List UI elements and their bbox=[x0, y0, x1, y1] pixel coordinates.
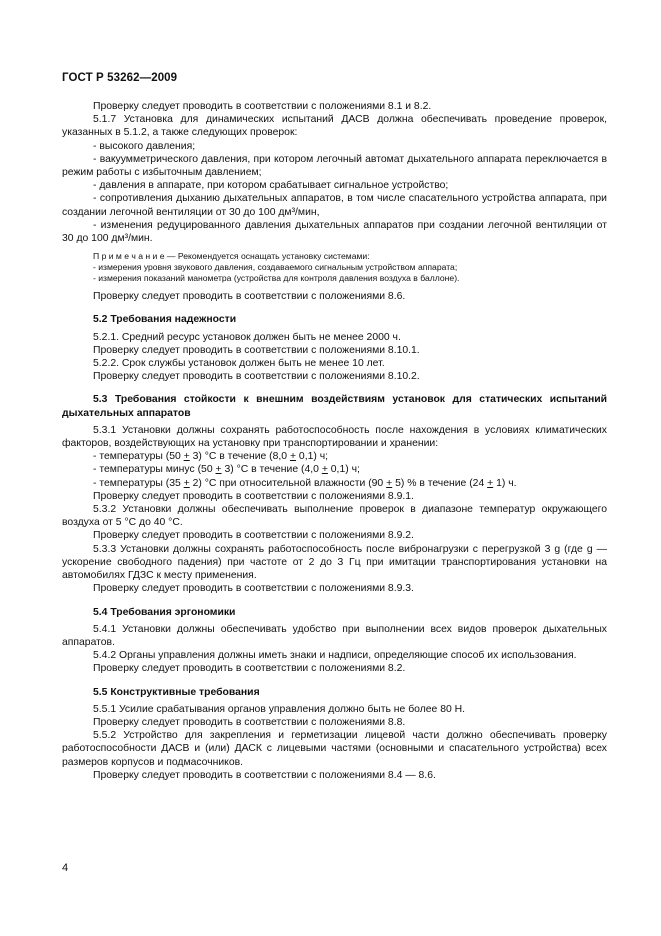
plus-minus-sign: + bbox=[289, 451, 297, 463]
paragraph: Проверку следует проводить в соответствии с положениями 8.10.2. bbox=[93, 371, 420, 383]
page-number: 4 bbox=[62, 862, 69, 874]
paragraph: 5.4.1 Установки должны обеспечивать удобство при выполнении всех видов проверок дыхательных аппаратов. bbox=[62, 623, 607, 648]
plus-minus-sign: + bbox=[215, 464, 222, 476]
paragraph: 5.5.2 Устройство для закрепления и герметизации лицевой части должно обеспечивать проверку работоспособности ДАСВ и (или) ДАСК с лицевыми частями (основными и спасательного устройства) всех размеров корпусов и подмасочников. bbox=[62, 730, 607, 768]
paragraph: Проверку следует проводить в соответствии с положениями 8.2. bbox=[93, 663, 406, 675]
paragraph: Проверку следует проводить в соответствии с положениями 8.4 — 8.6. bbox=[93, 769, 436, 781]
section-heading-5-5: 5.5 Конструктивные требования bbox=[93, 686, 260, 698]
text-run: 2) °С при относительной влажности (90 bbox=[189, 477, 387, 489]
paragraph: Проверку следует проводить в соответствии с положениями 8.9.3. bbox=[93, 583, 414, 595]
list-item bbox=[62, 463, 607, 476]
list-item: - изменения редуцированного давления дыхательных аппаратов при создании легочной вентиляции от 30 до 100 дм³/мин. bbox=[62, 219, 607, 245]
paragraph: Проверку следует проводить в соответствии с положениями 8.6. bbox=[93, 291, 406, 303]
list-item: - давления в аппарате, при котором срабатывает сигнальное устройство; bbox=[93, 180, 449, 192]
paragraph: 5.2.1. Средний ресурс установок должен быть не менее 2000 ч. bbox=[93, 331, 401, 343]
plus-minus-sign: + bbox=[386, 477, 393, 489]
document-header: ГОСТ Р 53262—2009 bbox=[62, 72, 178, 84]
paragraph: Проверку следует проводить в соответствии с положениями 8.1 и 8.2. bbox=[93, 101, 432, 112]
text-run: 1) ч. bbox=[493, 477, 517, 489]
list-item: - сопротивления дыханию дыхательных аппаратов, в том числе спасательного устройства аппарата, при создании легочной вентиляции от 30 до 100 дм³/мин, bbox=[62, 193, 607, 218]
note-text: — Рекомендуется оснащать установку системами: bbox=[164, 251, 370, 262]
note-item: - измерения уровня звукового давления, создаваемого сигнальным устройством аппарата; bbox=[93, 262, 458, 273]
section-heading-5-4: 5.4 Требования эргономики bbox=[93, 606, 236, 618]
text-run: 0,1) ч; bbox=[327, 464, 360, 476]
text-run: - температуры минус (50 bbox=[93, 464, 216, 476]
note-label: П р и м е ч а н и е bbox=[93, 251, 165, 262]
text-run: - температуры (50 bbox=[93, 451, 184, 463]
paragraph: 5.2.2. Срок службы установок должен быть не менее 10 лет. bbox=[93, 358, 385, 370]
section-heading-5-2: 5.2 Требования надежности bbox=[93, 314, 237, 326]
paragraph: 5.3.2 Установки должны обеспечивать выполнение проверок в диапазоне температур окружающего воздуха от 5 °С до 40 °С. bbox=[62, 504, 607, 529]
note-item: - измерения показаний манометра (устройства для контроля давления воздуха в баллоне). bbox=[93, 273, 460, 284]
list-item bbox=[62, 450, 607, 463]
plus-minus-sign: + bbox=[321, 464, 328, 476]
list-item: - высокого давления; bbox=[93, 140, 196, 152]
list-item: - вакуумметрического давления, при котором легочный автомат дыхательного аппарата переключается в режим работы с избыточным давлением; bbox=[62, 153, 607, 179]
text-run: - температуры (35 bbox=[93, 477, 184, 489]
plus-minus-sign: + bbox=[183, 451, 190, 463]
section-heading-5-3: 5.3 Требования стойкости к внешним воздействиям установок для статических испытаний дыхательных аппаратов bbox=[62, 394, 607, 419]
paragraph: 5.3.3 Установки должны сохранять работоспособность после вибронагрузки с перегрузкой 3 g (где g — ускорение свободного падения) при частоте от 2 до 3 Гц при имитации транспортирования установки на автомобилях ГДЗС к месту применения. bbox=[62, 543, 607, 582]
paragraph: 5.1.7 Установка для динамических испытаний ДАСВ должна обеспечивать проведение проверок, указанных в 5.1.2, а также следующих проверок: bbox=[62, 114, 607, 139]
paragraph: 5.5.1 Усилие срабатывания органов управления должно быть не более 80 Н. bbox=[93, 703, 466, 715]
paragraph: 5.3.1 Установки должны сохранять работоспособность после нахождения в условиях климатических факторов, воздействующих на установку при транспортировании и хранении: bbox=[62, 424, 607, 450]
note bbox=[62, 251, 607, 262]
paragraph: Проверку следует проводить в соответствии с положениями 8.9.1. bbox=[93, 490, 414, 502]
paragraph: Проверку следует проводить в соответствии с положениями 8.8. bbox=[93, 716, 406, 728]
text-run: 3) °С в течение (4,0 bbox=[221, 464, 322, 476]
text-run: 5) % в течение (24 bbox=[392, 477, 488, 489]
text-run: 0,1) ч; bbox=[296, 451, 329, 463]
list-item bbox=[62, 477, 607, 490]
text-run: 3) °С в течение (8,0 bbox=[189, 451, 290, 463]
plus-minus-sign: + bbox=[487, 477, 494, 489]
plus-minus-sign: + bbox=[183, 477, 190, 489]
document-body bbox=[62, 100, 607, 782]
paragraph: Проверку следует проводить в соответствии с положениями 8.10.1. bbox=[93, 344, 420, 356]
paragraph: Проверку следует проводить в соответствии с положениями 8.9.2. bbox=[93, 530, 414, 542]
paragraph: 5.4.2 Органы управления должны иметь знаки и надписи, определяющие способ их использования. bbox=[93, 650, 577, 662]
